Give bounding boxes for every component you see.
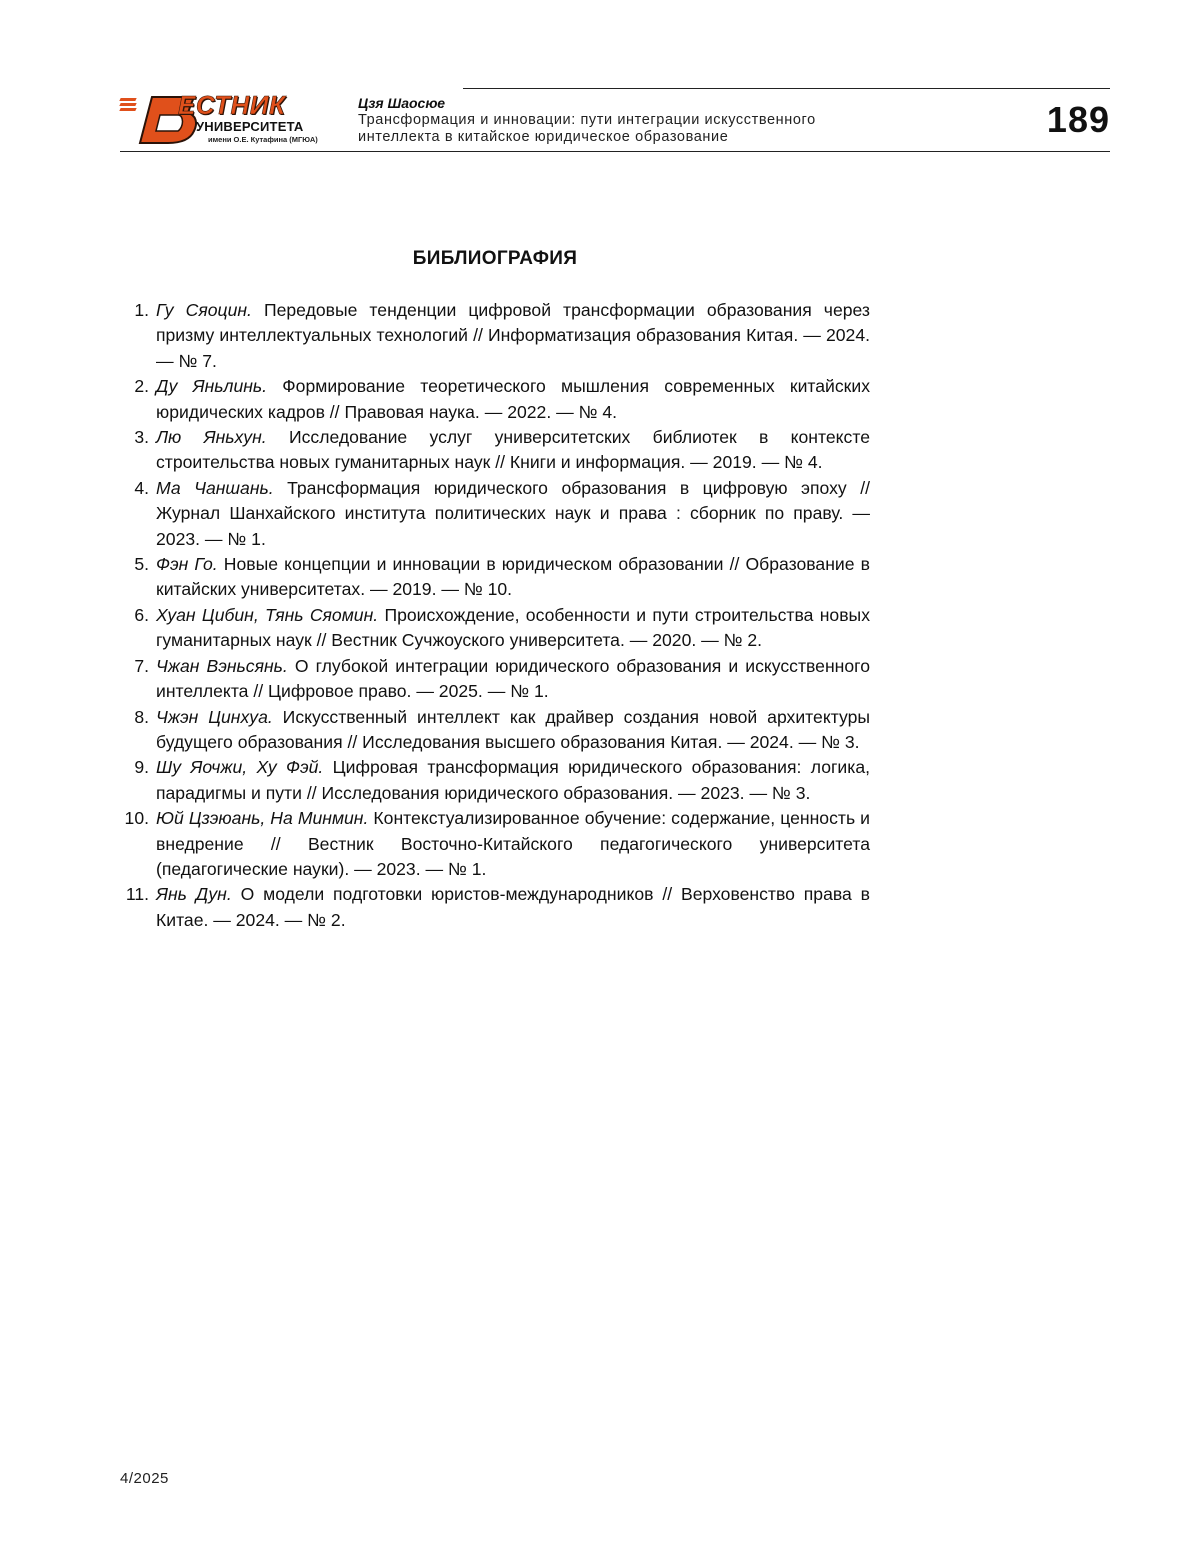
- bibliography-item: [120, 374, 870, 425]
- bibliography-item: [120, 755, 870, 806]
- page-number: 189: [1046, 99, 1110, 140]
- bibliography-item-author: Чжан Вэньсянь.: [156, 655, 288, 676]
- bibliography-item: [120, 603, 870, 654]
- logo-subtitle: УНИВЕРСИТЕТА: [196, 119, 304, 134]
- running-head-author: Цзя Шаосюе: [358, 95, 446, 111]
- bibliography-item: [120, 298, 870, 374]
- bibliography-item-number: 7.: [134, 655, 149, 676]
- bibliography-item-text: О модели подготовки юристов-международников // Верховенство права в Китае. — 2024. — № 2.: [156, 884, 870, 930]
- page-header: [120, 88, 1110, 152]
- bibliography-item-author: Юй Цзэюань, На Минмин.: [156, 808, 369, 829]
- bibliography-item-text: О глубокой интеграции юридического образования и искусственного интеллекта // Цифровое право. — 2025. — № 1.: [156, 655, 870, 702]
- bibliography-item-text: Трансформация юридического образования в цифровую эпоху // Журнал Шанхайского института политических наук и права : сборник по праву. — 2023. — № 1.: [156, 477, 870, 549]
- logo-speed-lines: [120, 98, 136, 113]
- running-head-title-line-1: Трансформация и инновации: пути интеграции искусственного: [358, 112, 816, 128]
- bibliography-item-number: 5.: [134, 554, 149, 575]
- bibliography-item-text: Цифровая трансформация юридического образования: логика, парадигмы и пути // Исследования юридического образования. — 2023. — № 3.: [156, 757, 870, 803]
- header-top-rule: [463, 88, 1110, 89]
- bibliography-item-author: Фэн Го.: [156, 554, 218, 575]
- bibliography-item-number: 9.: [134, 757, 149, 778]
- bibliography-item-text: Искусственный интеллект как драйвер создания новой архитектуры будущего образования // Исследования высшего образования Китая. — 2024. — № 3.: [156, 706, 870, 752]
- bibliography-item-number: 11.: [125, 884, 149, 905]
- bibliography-item-author: Шу Яочжи, Ху Фэй.: [156, 757, 324, 778]
- bibliography-item-author: Хуан Цибин, Тянь Сяомин.: [156, 604, 379, 625]
- bibliography-title: БИБЛИОГРАФИЯ: [412, 248, 578, 269]
- bibliography-item-author: Ду Яньлинь.: [156, 376, 268, 397]
- bibliography-item: [120, 705, 870, 756]
- bibliography-item-text: Передовые тенденции цифровой трансформации образования через призму интеллектуальных технологий // Информатизация образования Китая. — 2024. — № 7.: [156, 300, 871, 371]
- bibliography-list: [120, 298, 870, 933]
- bibliography-item: [120, 476, 870, 552]
- bibliography-item-text: Формирование теоретического мышления современных китайских юридических кадров // Правовая наука. — 2022. — № 4.: [156, 376, 871, 422]
- header-bottom-rule: [120, 151, 1110, 152]
- issue-number: 4/2025: [120, 1470, 169, 1487]
- bibliography-item-text: Новые концепции и инновации в юридическом образовании // Образование в китайских университетах. — 2019. — № 10.: [156, 554, 870, 600]
- logo-word: ЕСТНИК: [178, 90, 286, 120]
- bibliography-item-author: Янь Дун.: [156, 884, 232, 905]
- bibliography-item: [120, 654, 870, 705]
- bibliography-item-number: 6.: [134, 604, 149, 625]
- bibliography-item-number: 3.: [134, 427, 149, 448]
- logo-subtitle-small: имени О.Е. Кутафина (МГЮА): [208, 135, 318, 144]
- bibliography-item-number: 2.: [134, 376, 149, 397]
- bibliography-item-number: 4.: [134, 477, 149, 498]
- bibliography-item: [120, 806, 870, 882]
- running-head: [358, 94, 958, 146]
- bibliography-item-number: 8.: [134, 706, 149, 727]
- bibliography-item-author: Лю Яньхун.: [156, 427, 267, 448]
- bibliography-item-author: Гу Сяоцин.: [156, 300, 252, 320]
- bibliography-item-number: 1.: [134, 300, 149, 320]
- bibliography-item: [120, 552, 870, 603]
- bibliography-item-author: Ма Чаншань.: [156, 477, 274, 498]
- bibliography-item: [120, 425, 870, 476]
- bibliography-item-text: Исследование услуг университетских библиотек в контексте строительства новых гуманитарных наук // Книги и информация. — 2019. — № 4.: [156, 427, 870, 473]
- bibliography-item-author: Чжэн Цинхуа.: [156, 706, 273, 727]
- running-head-title-line-2: интеллекта в китайское юридическое образование: [358, 129, 729, 145]
- bibliography-item-number: 10.: [124, 808, 149, 829]
- bibliography-item-text: Происхождение, особенности и пути строительства новых гуманитарных наук // Вестник Сучжоуского университета. — 2020. — № 2.: [156, 604, 870, 651]
- bibliography-item-text: Контекстуализированное обучение: содержание, ценность и внедрение // Вестник Восточно-Китайского педагогического университета (педагогические науки). — 2023. — № 1.: [156, 808, 870, 879]
- journal-logo: [120, 90, 320, 146]
- bibliography-item: [120, 882, 870, 933]
